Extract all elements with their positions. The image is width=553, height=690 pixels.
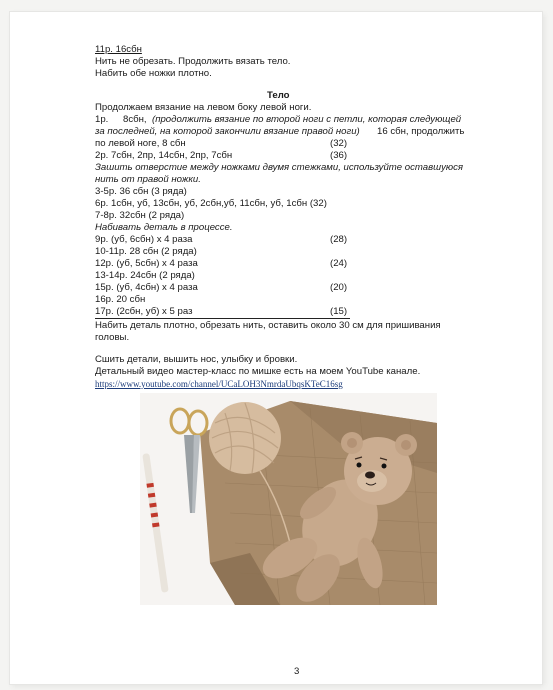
row-10-11: 10-11р. 28 сбн (2 ряда)	[95, 246, 197, 257]
instruction-line: Продолжаем вязание на левом боку левой ноги.	[95, 102, 312, 113]
row-2: 2р. 7сбн, 2пр, 14сбн, 2пр, 7сбн	[95, 150, 233, 161]
row-3-5: 3-5р. 36 сбн (3 ряда)	[95, 186, 187, 197]
row-17: 17р. (2сбн, уб) х 5 раз	[95, 306, 193, 317]
section-heading: Тело	[267, 90, 290, 101]
note-line: Зашить отверстие между ножками двумя стежками, используйте оставшуюся	[95, 162, 464, 173]
stitch-count: (15)	[330, 306, 348, 317]
stitch-count: (20)	[330, 282, 348, 293]
page-number: 3	[294, 666, 300, 677]
row-1-italic: (продолжить вязание по второй ноги с петли, которая следующей	[152, 114, 462, 125]
row-12: 12р. (уб, 5сбн) х 4 раза	[95, 258, 198, 269]
stitch-count: (28)	[330, 234, 348, 245]
row-1-cont: 16 сбн, продолжить	[377, 126, 465, 137]
row-17-underline	[95, 318, 350, 319]
row-16: 16р. 20 сбн	[95, 294, 146, 305]
row-1-end: по левой ноге, 8 сбн	[95, 138, 186, 149]
note-line: нить от правой ножки.	[95, 174, 201, 185]
instruction-line: Детальный видео мастер-класс по мишке есть на моем YouTube канале.	[95, 366, 421, 377]
instruction-line: Набить обе ножки плотно.	[95, 68, 212, 79]
instruction-line: Нить не обрезать. Продолжить вязать тело.	[95, 56, 291, 67]
row-7-8: 7-8р. 32сбн (2 ряда)	[95, 210, 185, 221]
teddy-bear-photo	[140, 393, 437, 605]
row-15: 15р. (уб, 4сбн) х 4 раза	[95, 282, 198, 293]
row-9: 9р. (уб, 6сбн) х 4 раза	[95, 234, 193, 245]
row-1-start: 8сбн,	[123, 114, 147, 125]
instruction-line: Сшить детали, вышить нос, улыбку и бровки.	[95, 354, 298, 365]
instruction-line: Набить деталь плотно, обрезать нить, оставить около 30 см для пришивания	[95, 320, 441, 331]
row-13-14: 13-14р. 24сбн (2 ряда)	[95, 270, 195, 281]
row-6: 6р. 1сбн, уб, 13сбн, уб, 2сбн,уб, 11сбн, уб, 1сбн (32)	[95, 198, 327, 209]
teddy-bear-illustration	[140, 393, 437, 605]
instruction-line: головы.	[95, 332, 130, 343]
stitch-count: (36)	[330, 150, 348, 161]
note-line: Набивать деталь в процессе.	[95, 222, 233, 233]
row-11-text: 11р. 16сбн	[95, 44, 142, 55]
youtube-link[interactable]: https://www.youtube.com/channel/UCaLOH3NmrdaUbqsKTeC16sg	[95, 379, 343, 389]
stitch-count: (24)	[330, 258, 348, 269]
stitch-count: (32)	[330, 138, 348, 149]
row-label: 1р.	[95, 114, 109, 125]
row-1-italic-cont: за последней, на которой закончили вязание правой ноги)	[95, 126, 360, 137]
